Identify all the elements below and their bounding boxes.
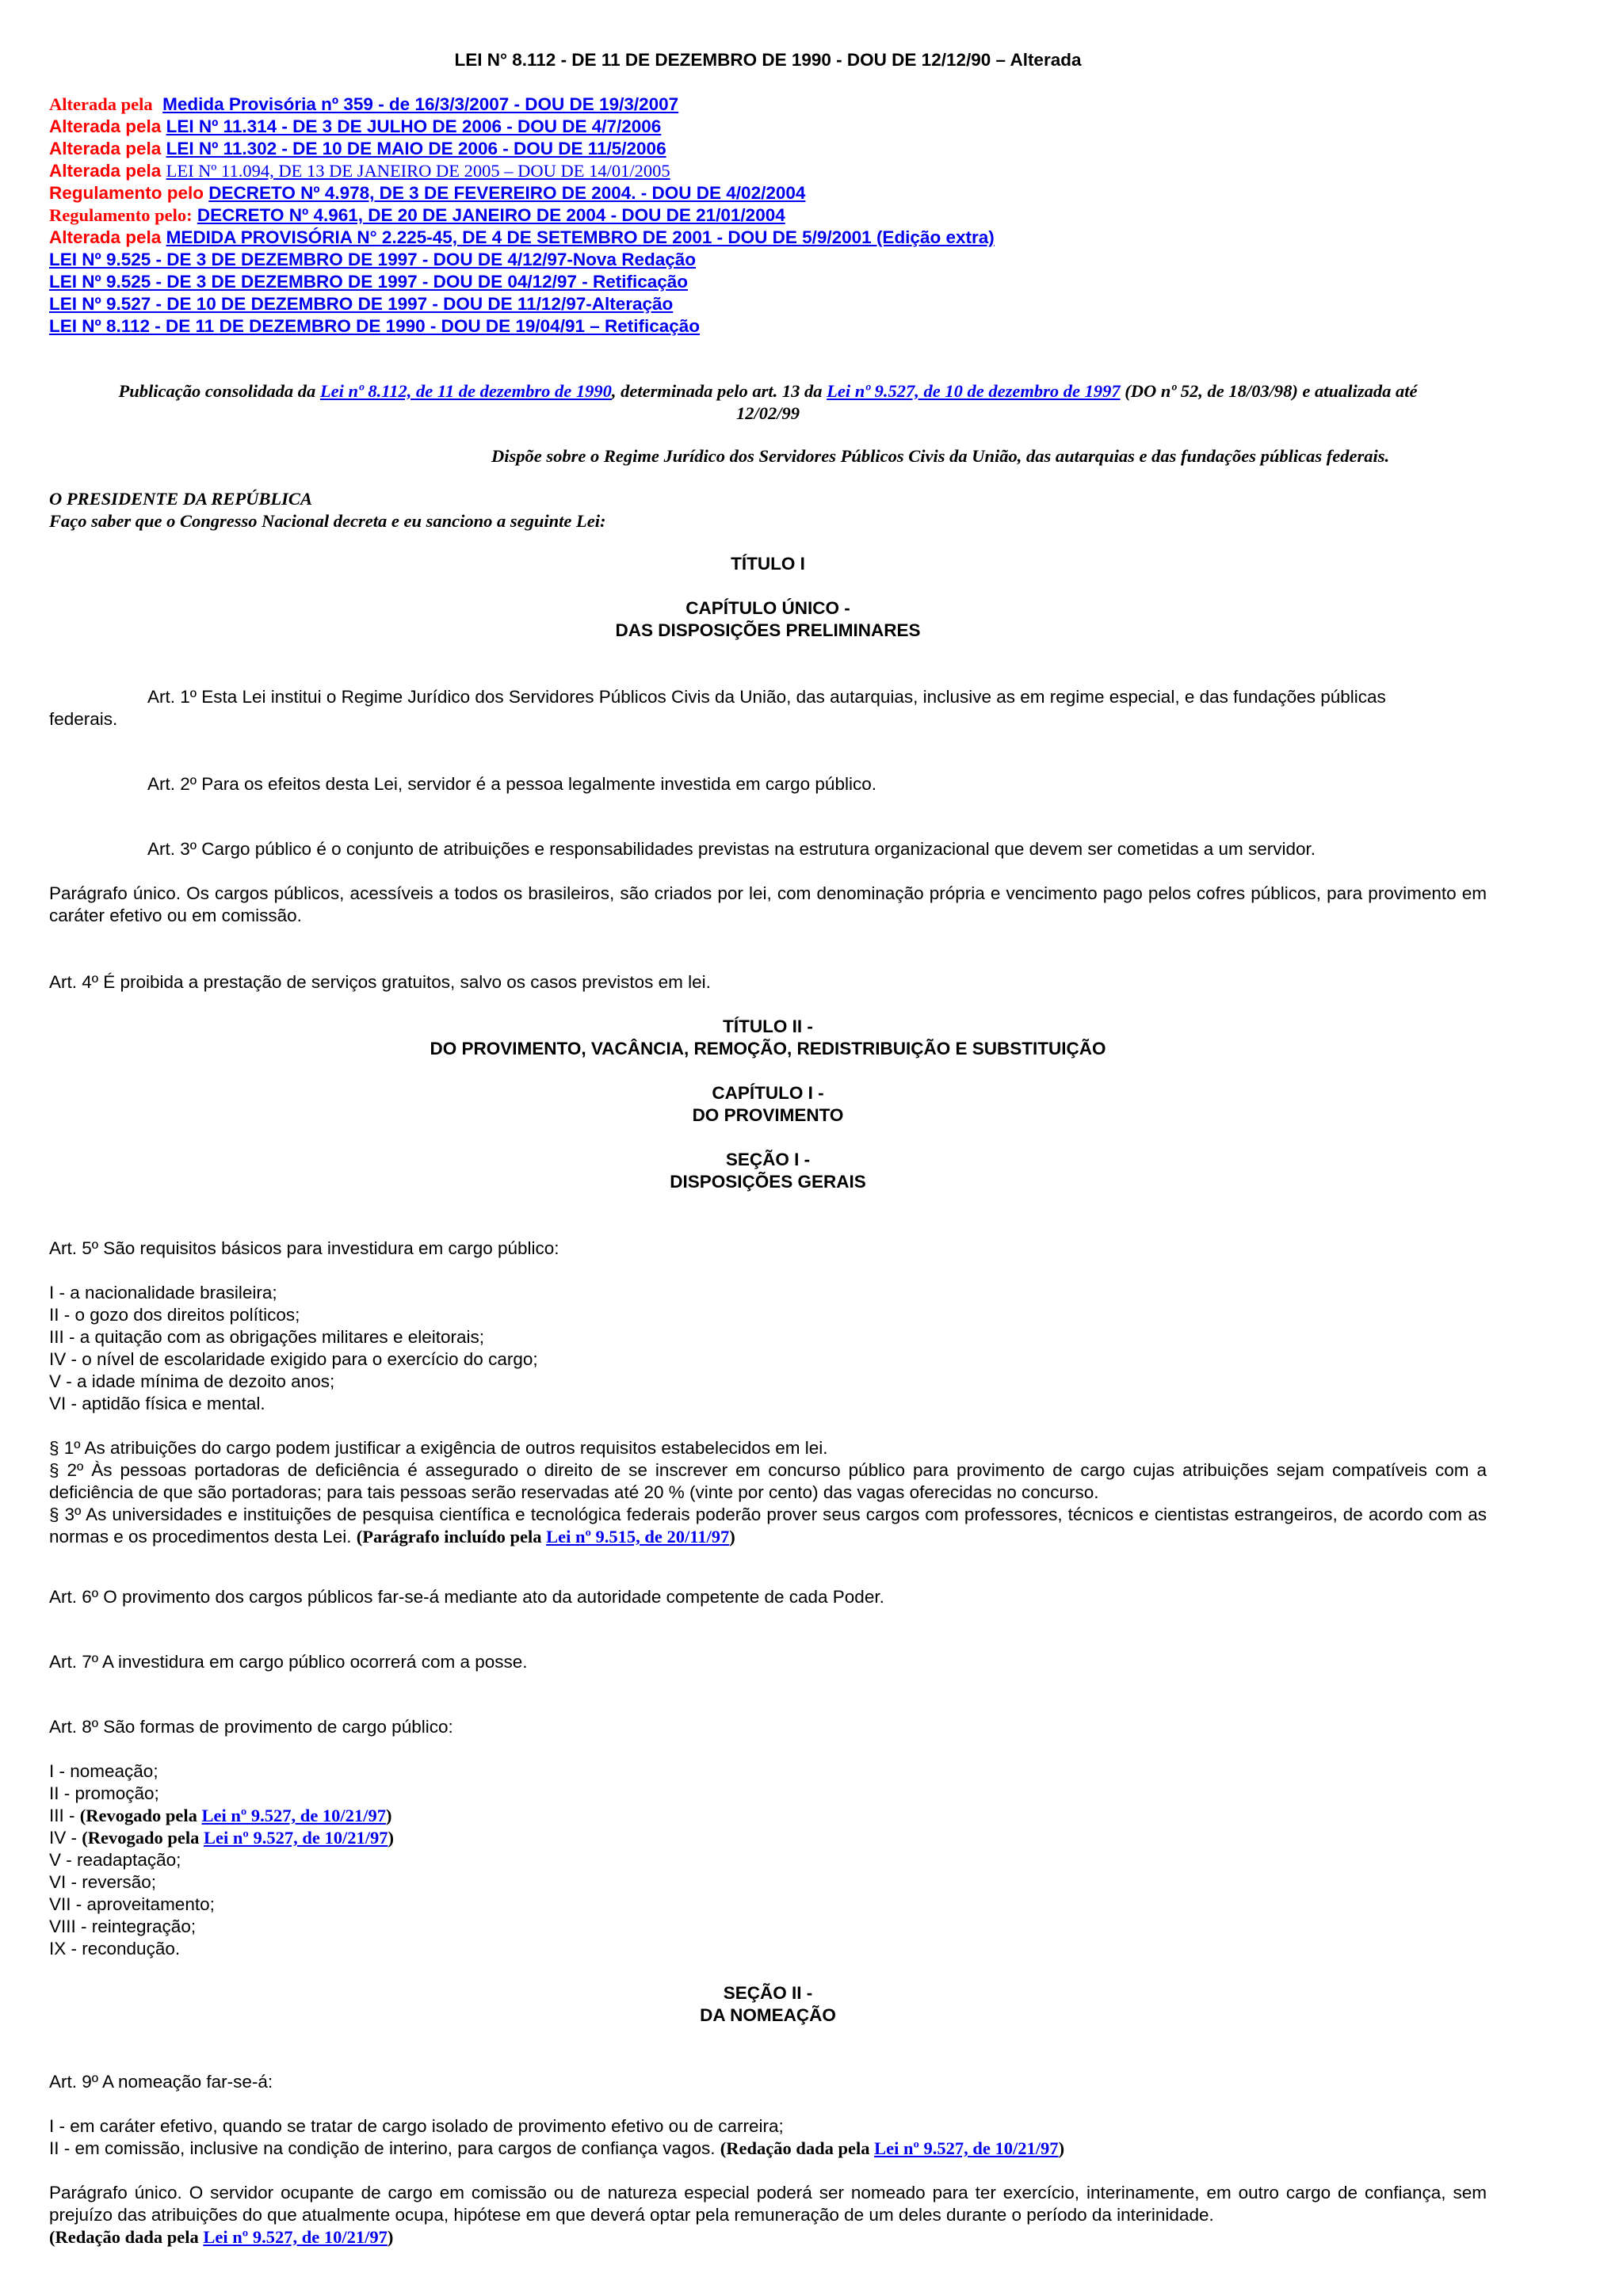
amendment-item <box>49 227 995 249</box>
art-4: Art. 4º É proibida a prestação de serviços gratuitos, salvo os casos previstos em lei. <box>49 972 711 992</box>
amendment-prefix: Alterada pela <box>49 227 162 247</box>
list-item: II - o gozo dos direitos políticos; <box>49 1305 300 1325</box>
amendment-item <box>49 315 700 338</box>
art-2: Art. 2º Para os efeitos desta Lei, servidor é a pessoa legalmente investida em cargo público. <box>147 774 876 794</box>
amendment-link[interactable]: LEI Nº 8.112 - DE 11 DE DEZEMBRO DE 1990 - DOU DE 19/04/91 – Retificação <box>49 316 701 336</box>
paragraph-text: Parágrafo único. O servidor ocupante de cargo em comissão ou de natureza especial poderá ser nomeado para ter exercício, interinamente, em outro cargo de confiança, sem prejuízo das atribuições do que atualmente ocupa, hipótese em que deverá optar pela remuneração de um deles durante o período da interinidade. <box>49 2183 1487 2225</box>
amendment-item <box>49 182 805 204</box>
heading-da-nomeacao: DA NOMEAÇÃO <box>700 2005 836 2025</box>
list-item: III - a quitação com as obrigações militares e eleitorais; <box>49 1327 484 1347</box>
publication-text: (DO nº 52, de 18/03/98) e atualizada até <box>1120 381 1418 401</box>
art-5-paragraph-3 <box>49 1504 1487 1548</box>
note-text: (Redação dada pela <box>720 2138 875 2158</box>
amendment-item <box>49 293 673 315</box>
art-9-paragraph <box>49 2182 1487 2248</box>
amendment-link[interactable]: LEI Nº 9.527 - DE 10 DE DEZEMBRO DE 1997 - DOU DE 11/12/97-Alteração <box>49 294 674 314</box>
amendment-prefix: Regulamento pelo: <box>49 205 193 225</box>
art-5: Art. 5º São requisitos básicos para investidura em cargo público: <box>49 1238 559 1258</box>
law-summary: Dispõe sobre o Regime Jurídico dos Servidores Públicos Civis da União, das autarquias e das fundações públicas federais. <box>491 446 1390 466</box>
note-text: ) <box>729 1527 735 1547</box>
paragraph-text: § 3º As universidades e instituições de pesquisa científica e tecnológica federais poderão prover seus cargos com professores, técnicos e cientistas estrangeiros, de acordo com as normas e os procedimentos desta Lei. <box>49 1505 1487 1547</box>
list-item: V - a idade mínima de dezoito anos; <box>49 1371 335 1391</box>
amendment-prefix: Alterada pela <box>49 94 153 114</box>
heading-titulo-1: TÍTULO I <box>731 554 805 574</box>
amendment-item <box>49 204 785 227</box>
note-text: (Revogado pela <box>82 1828 204 1848</box>
law-title: LEI N° 8.112 - DE 11 DE DEZEMBRO DE 1990 - DOU DE 12/12/90 – Alterada <box>454 50 1082 70</box>
amendment-link[interactable]: LEI Nº 11.314 - DE 3 DE JULHO DE 2006 - DOU DE 4/7/2006 <box>166 116 662 136</box>
note-link[interactable]: Lei nº 9.527, de 10/21/97 <box>204 1828 388 1848</box>
art-9: Art. 9º A nomeação far-se-á: <box>49 2072 273 2092</box>
revoked-note <box>82 1828 394 1848</box>
president-line: O PRESIDENTE DA REPÚBLICA <box>49 489 312 509</box>
amendment-link[interactable]: DECRETO Nº 4.978, DE 3 DE FEVEREIRO DE 2004. - DOU DE 4/02/2004 <box>208 183 806 203</box>
amendment-link[interactable]: LEI Nº 11.302 - DE 10 DE MAIO DE 2006 - DOU DE 11/5/2006 <box>166 139 666 158</box>
note-text: ) <box>1058 2138 1065 2158</box>
amendment-item <box>49 160 670 182</box>
heading-do-provimento: DO PROVIMENTO <box>692 1105 844 1125</box>
publication-note <box>49 380 1487 425</box>
list-item: IV - o nível de escolaridade exigido para o exercício do cargo; <box>49 1349 538 1369</box>
amendment-link[interactable]: LEI Nº 11.094, DE 13 DE JANEIRO DE 2005 – DOU DE 14/01/2005 <box>166 161 670 181</box>
art-1-line-2: federais. <box>49 709 118 729</box>
heading-disposicoes-gerais: DISPOSIÇÕES GERAIS <box>670 1172 866 1192</box>
publication-line <box>49 380 1487 402</box>
heading-secao-2: SEÇÃO II - <box>723 1983 813 2003</box>
list-item: IX - recondução. <box>49 1939 181 1958</box>
heading-titulo-2-subtitle: DO PROVIMENTO, VACÂNCIA, REMOÇÃO, REDISTRIBUIÇÃO E SUBSTITUIÇÃO <box>430 1039 1106 1058</box>
publication-link-8112[interactable]: Lei nº 8.112, de 11 de dezembro de 1990 <box>319 381 612 401</box>
amendment-link[interactable]: MEDIDA PROVISÓRIA N° 2.225-45, DE 4 DE SETEMBRO DE 2001 - DOU DE 5/9/2001 (Edição extra) <box>166 227 995 247</box>
amendment-item <box>49 138 666 160</box>
publication-text: , determinada pelo art. 13 da <box>611 381 827 401</box>
amendment-link[interactable]: LEI Nº 9.525 - DE 3 DE DEZEMBRO DE 1997 - DOU DE 4/12/97-Nova Redação <box>49 250 696 269</box>
amendment-prefix: Regulamento pelo <box>49 183 204 203</box>
list-item: VII - aproveitamento; <box>49 1894 215 1914</box>
amendment-item <box>49 116 661 138</box>
heading-capitulo-unico: CAPÍTULO ÚNICO - <box>685 598 850 618</box>
note-text: (Parágrafo incluído pela <box>356 1527 547 1547</box>
list-item: VIII - reintegração; <box>49 1917 197 1936</box>
revoked-note <box>80 1806 392 1825</box>
art-3-paragraph: Parágrafo único. Os cargos públicos, acessíveis a todos os brasileiros, são criados por lei, com denominação própria e vencimento pago pelos cofres públicos, para provimento em caráter efetivo ou em comissão. <box>49 883 1487 925</box>
amendment-item <box>49 271 688 293</box>
note-text: ) <box>385 1806 392 1825</box>
amendment-link[interactable]: Medida Provisória nº 359 - de 16/3/3/2007 - DOU DE 19/3/2007 <box>162 94 679 114</box>
list-item <box>49 1805 391 1827</box>
note-link[interactable]: Lei nº 9.527, de 10/21/97 <box>203 2227 388 2247</box>
amendment-item <box>49 93 678 116</box>
publication-link-9527[interactable]: Lei nº 9.527, de 10 de dezembro de 1997 <box>827 381 1121 401</box>
list-item: II - promoção; <box>49 1783 159 1803</box>
art-1-line-1: Art. 1º Esta Lei institui o Regime Jurídico dos Servidores Públicos Civis da União, das autarquias, inclusive as em regime especial, e das fundações públicas <box>147 687 1386 707</box>
note-text: (Revogado pela <box>79 1806 202 1825</box>
art-8: Art. 8º São formas de provimento de cargo público: <box>49 1717 453 1737</box>
list-item: I - nomeação; <box>49 1761 158 1781</box>
heading-capitulo-1: CAPÍTULO I - <box>712 1083 824 1103</box>
note-text: ) <box>388 1828 394 1848</box>
amendment-note <box>49 2227 393 2247</box>
list-item: VI - aptidão física e mental. <box>49 1394 265 1413</box>
art-9-item-2 <box>49 2138 1064 2160</box>
list-item: I - a nacionalidade brasileira; <box>49 1283 277 1302</box>
amendment-link[interactable]: DECRETO Nº 4.961, DE 20 DE JANEIRO DE 2004 - DOU DE 21/01/2004 <box>197 205 785 225</box>
item-text: II - em comissão, inclusive na condição de interino, para cargos de confiança vagos. <box>49 2138 720 2158</box>
art-7: Art. 7º A investidura em cargo público ocorrerá com a posse. <box>49 1652 528 1672</box>
item-number: IV - <box>49 1828 82 1848</box>
note-text: ) <box>387 2227 394 2247</box>
list-item <box>49 1827 394 1849</box>
amendment-prefix: Alterada pela <box>49 116 162 136</box>
heading-secao-1: SEÇÃO I - <box>725 1150 811 1169</box>
amendment-prefix: Alterada pela <box>49 139 162 158</box>
note-link[interactable]: Lei nº 9.527, de 10/21/97 <box>201 1806 386 1825</box>
amendment-item <box>49 249 696 271</box>
note-link[interactable]: Lei nº 9.515, de 20/11/97 <box>546 1527 730 1547</box>
enactment-line: Faço saber que o Congresso Nacional decreta e eu sanciono a seguinte Lei: <box>49 511 606 531</box>
publication-text: Publicação consolidada da <box>118 381 320 401</box>
art-6: Art. 6º O provimento dos cargos públicos far-se-á mediante ato da autoridade competente de cada Poder. <box>49 1587 884 1607</box>
art-5-paragraph-1: § 1º As atribuições do cargo podem justificar a exigência de outros requisitos estabelecidos em lei. <box>49 1438 828 1458</box>
list-item: VI - reversão; <box>49 1872 157 1892</box>
art-3: Art. 3º Cargo público é o conjunto de atribuições e responsabilidades previstas na estrutura organizacional que devem ser cometidas a um servidor. <box>147 839 1316 859</box>
amendment-link[interactable]: LEI Nº 9.525 - DE 3 DE DEZEMBRO DE 1997 - DOU DE 04/12/97 - Retificação <box>49 272 688 292</box>
amendment-note <box>720 2138 1064 2158</box>
amendment-note <box>357 1527 735 1547</box>
art-5-paragraph-2: § 2º Às pessoas portadoras de deficiência é assegurado o direito de se inscrever em concurso público para provimento de cargo cujas atribuições sejam compatíveis com a deficiência de que são portadoras; para tais pessoas serão reservadas até 20 % (vinte por cento) das vagas oferecidas no concurso. <box>49 1460 1487 1502</box>
publication-date: 12/02/99 <box>735 403 800 423</box>
heading-titulo-2: TÍTULO II - <box>723 1016 813 1036</box>
art-9-item-1: I - em caráter efetivo, quando se tratar de cargo isolado de provimento efetivo ou de carreira; <box>49 2116 784 2136</box>
heading-disposicoes-preliminares: DAS DISPOSIÇÕES PRELIMINARES <box>615 620 921 640</box>
amendment-prefix: Alterada pela <box>49 161 162 181</box>
note-link[interactable]: Lei nº 9.527, de 10/21/97 <box>874 2138 1059 2158</box>
note-text: (Redação dada pela <box>49 2227 204 2247</box>
list-item: V - readaptação; <box>49 1850 181 1870</box>
item-number: III - <box>49 1806 80 1825</box>
